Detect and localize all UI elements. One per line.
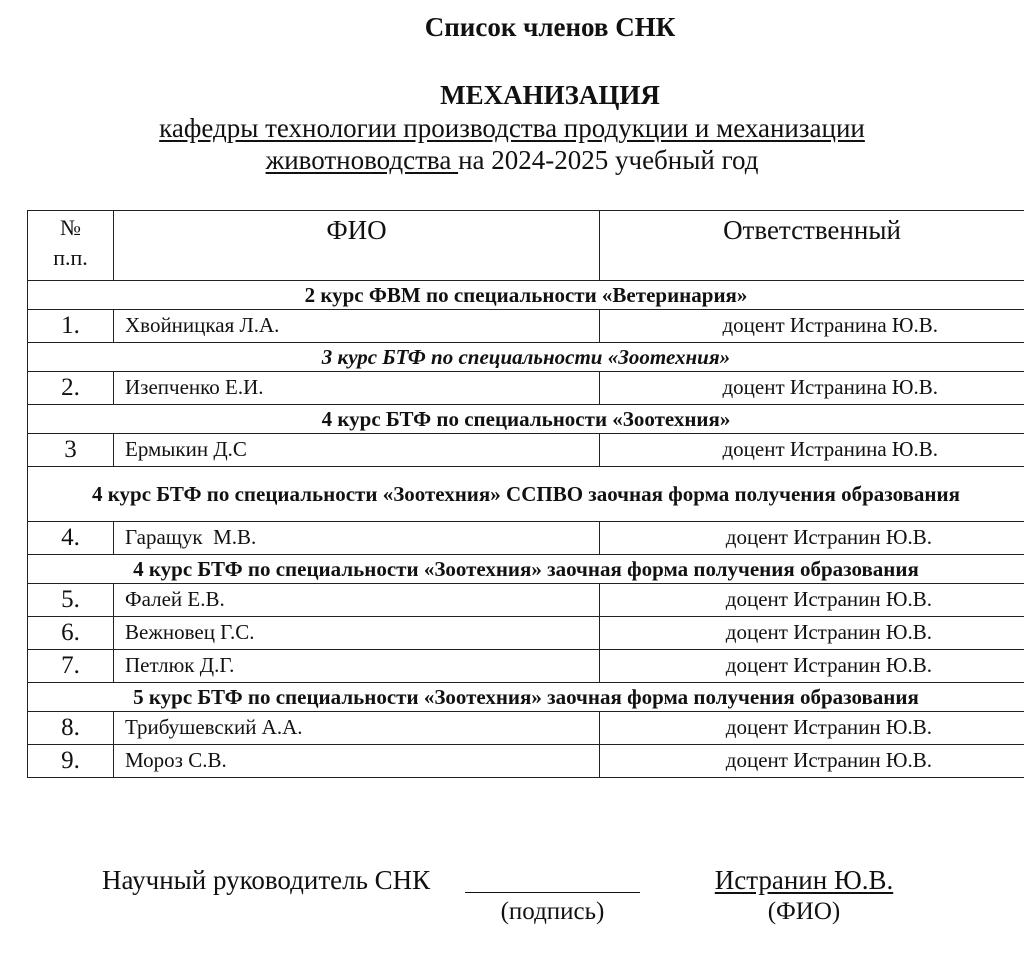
row-num: 6. bbox=[28, 617, 114, 650]
members-table bbox=[27, 210, 1024, 778]
row-num: 4. bbox=[28, 522, 114, 555]
section-heading: 2 курс ФВМ по специальности «Ветеринария» bbox=[28, 281, 1024, 310]
supervisor-name: Истранин Ю.В. bbox=[714, 865, 894, 895]
department-line-2 bbox=[0, 143, 1024, 178]
table-row bbox=[28, 712, 1024, 745]
document-title: Список членов СНК bbox=[424, 12, 676, 42]
row-num: 5. bbox=[28, 584, 114, 617]
row-fio: Фалей Е.В. bbox=[114, 584, 600, 617]
section-heading: 4 курс БТФ по специальности «Зоотехния» ССПВО заочная форма получения образования bbox=[28, 467, 1024, 522]
signature-caption: (подпись) bbox=[500, 898, 605, 925]
row-responsible: доцент Истранина Ю.В. bbox=[600, 434, 1024, 467]
header-num-line1: № bbox=[60, 215, 81, 240]
row-responsible: доцент Истранин Ю.В. bbox=[600, 650, 1024, 683]
header-num-line2: п.п. bbox=[53, 245, 88, 270]
section-row bbox=[28, 467, 1024, 522]
document-subtitle: МЕХАНИЗАЦИЯ bbox=[440, 80, 660, 110]
row-num: 9. bbox=[28, 745, 114, 778]
department-line-1-text: кафедры технологии производства продукции и механизации bbox=[159, 113, 865, 143]
section-heading: 4 курс БТФ по специальности «Зоотехния» заочная форма получения образования bbox=[28, 555, 1024, 584]
section-row bbox=[28, 281, 1024, 310]
department-line-2-rest: на 2024-2025 учебный год bbox=[458, 145, 759, 175]
row-fio: Изепченко Е.И. bbox=[114, 372, 600, 405]
row-num: 2. bbox=[28, 372, 114, 405]
table-row bbox=[28, 522, 1024, 555]
row-fio: Ермыкин Д.С bbox=[114, 434, 600, 467]
table-row bbox=[28, 650, 1024, 683]
row-responsible: доцент Истранина Ю.В. bbox=[600, 372, 1024, 405]
table-header-row bbox=[28, 211, 1024, 281]
section-heading: 3 курс БТФ по специальности «Зоотехния» bbox=[28, 343, 1024, 372]
row-num: 8. bbox=[28, 712, 114, 745]
department-line-1 bbox=[0, 111, 1024, 146]
row-responsible: доцент Истранина Ю.В. bbox=[600, 310, 1024, 343]
table-row bbox=[28, 434, 1024, 467]
supervisor-label: Научный руководитель СНК bbox=[102, 865, 431, 895]
row-num: 1. bbox=[28, 310, 114, 343]
name-caption: (ФИО) bbox=[767, 898, 841, 925]
row-num: 7. bbox=[28, 650, 114, 683]
table-row bbox=[28, 745, 1024, 778]
section-heading: 5 курс БТФ по специальности «Зоотехния» заочная форма получения образования bbox=[28, 683, 1024, 712]
row-fio: Хвойницкая Л.А. bbox=[114, 310, 600, 343]
table-row bbox=[28, 372, 1024, 405]
table-row bbox=[28, 310, 1024, 343]
header-responsible: Ответственный bbox=[600, 211, 1024, 281]
row-responsible: доцент Истранин Ю.В. bbox=[600, 712, 1024, 745]
section-row bbox=[28, 555, 1024, 584]
section-row bbox=[28, 405, 1024, 434]
section-row bbox=[28, 683, 1024, 712]
row-responsible: доцент Истранин Ю.В. bbox=[600, 745, 1024, 778]
table-row bbox=[28, 584, 1024, 617]
section-row bbox=[28, 343, 1024, 372]
row-responsible: доцент Истранин Ю.В. bbox=[600, 617, 1024, 650]
row-fio: Петлюк Д.Г. bbox=[114, 650, 600, 683]
department-line-2-underlined: животноводства bbox=[265, 145, 459, 175]
table-row bbox=[28, 617, 1024, 650]
row-num: 3 bbox=[28, 434, 114, 467]
section-heading: 4 курс БТФ по специальности «Зоотехния» bbox=[28, 405, 1024, 434]
row-fio: Гаращук М.В. bbox=[114, 522, 600, 555]
row-responsible: доцент Истранин Ю.В. bbox=[600, 522, 1024, 555]
row-fio: Вежновец Г.С. bbox=[114, 617, 600, 650]
row-fio: Мороз С.В. bbox=[114, 745, 600, 778]
header-fio: ФИО bbox=[114, 211, 600, 281]
row-responsible: доцент Истранин Ю.В. bbox=[600, 584, 1024, 617]
row-fio: Трибушевский А.А. bbox=[114, 712, 600, 745]
header-num bbox=[28, 211, 114, 281]
signature-line bbox=[465, 892, 640, 893]
